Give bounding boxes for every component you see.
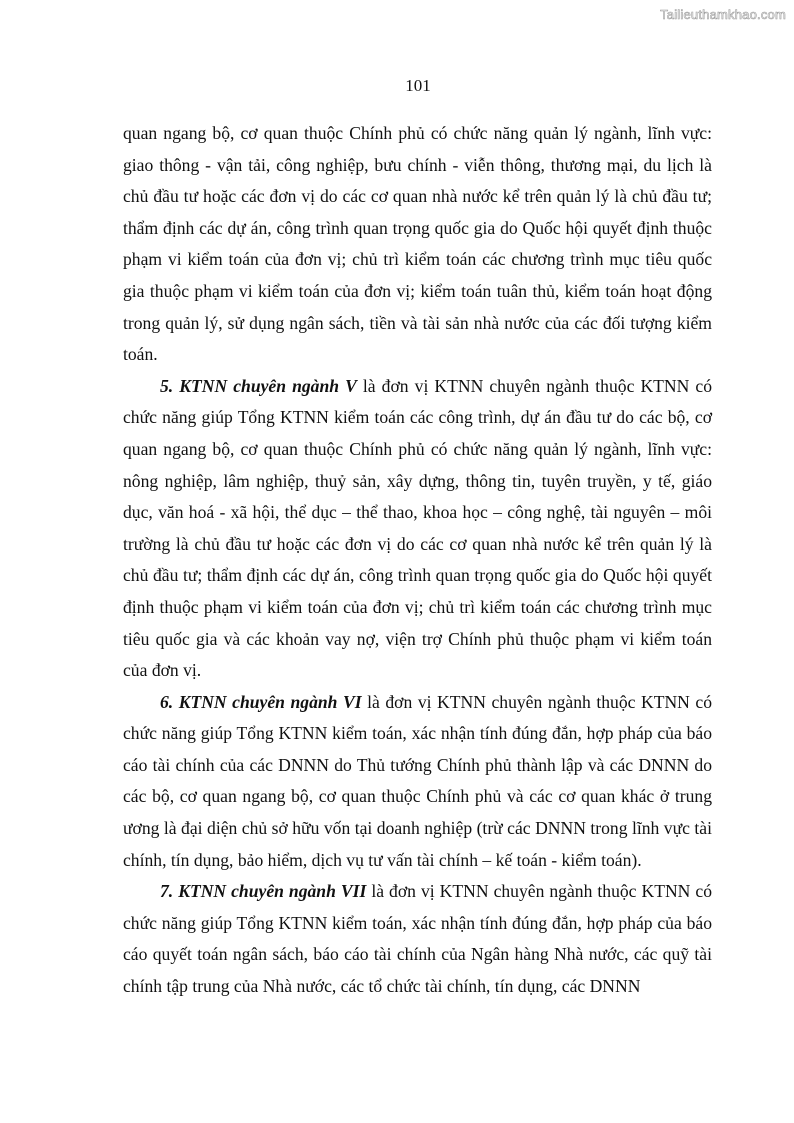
paragraph-text: quan ngang bộ, cơ quan thuộc Chính phủ có chức năng quản lý ngành, lĩnh vực: giao thông - vận tải, công nghiệp, bưu chính - viễn thông, thương mại, du lịch là chủ đầu tư hoặc các đơn vị do các cơ quan nhà nước kể trên quản lý là chủ đầu tư; thẩm định các dự án, công trình quan trọng quốc gia do Quốc hội quyết định thuộc phạm vi kiểm toán của đơn vị; chủ trì kiểm toán các chương trình mục tiêu quốc gia thuộc phạm vi kiểm toán của đơn vị; kiểm toán tuân thủ, kiểm toán hoạt động trong quản lý, sử dụng ngân sách, tiền và tài sản nhà nước của các đối tượng kiểm toán. <box>123 123 712 365</box>
paragraph-text: là đơn vị KTNN chuyên ngành thuộc KTNN có chức năng giúp Tổng KTNN kiểm toán các công trình, dự án đầu tư do các bộ, cơ quan ngang bộ, cơ quan thuộc Chính phủ có chức năng quản lý ngành, lĩnh vực: nông nghiệp, lâm nghiệp, thuỷ sản, xây dựng, thông tin, tuyên truyền, y tế, giáo dục, văn hoá - xã hội, thể dục – thể thao, khoa học – công nghệ, tài nguyên – môi trường là chủ đầu tư hoặc các đơn vị do các cơ quan nhà nước kể trên quản lý là chủ đầu tư; thẩm định các dự án, công trình quan trọng quốc gia do Quốc hội quyết định thuộc phạm vi kiểm toán của đơn vị; chủ trì kiểm toán các chương trình mục tiêu quốc gia và các khoản vay nợ, viện trợ Chính phủ thuộc phạm vi kiểm toán của đơn vị. <box>123 375 712 681</box>
paragraph-ktnn-vii <box>123 876 712 1002</box>
paragraph-heading: 6. KTNN chuyên ngành VI <box>160 691 362 712</box>
paragraph-ktnn-v <box>123 371 712 687</box>
paragraph-text: là đơn vị KTNN chuyên ngành thuộc KTNN có chức năng giúp Tổng KTNN kiểm toán, xác nhận tính đúng đắn, hợp pháp của báo cáo tài chính của các DNNN do Thủ tướng Chính phủ thành lập và các DNNN do các bộ, cơ quan ngang bộ, cơ quan thuộc Chính phủ và các cơ quan khác ở trung ương là đại diện chủ sở hữu vốn tại doanh nghiệp (trừ các DNNN trong lĩnh vực tài chính, tín dụng, bảo hiểm, dịch vụ tư vấn tài chính – kế toán - kiểm toán). <box>123 691 713 870</box>
paragraph-text: là đơn vị KTNN chuyên ngành thuộc KTNN có chức năng giúp Tổng KTNN kiểm toán, xác nhận tính đúng đắn, hợp pháp của báo cáo quyết toán ngân sách, báo cáo tài chính của Ngân hàng Nhà nước, các quỹ tài chính tập trung của Nhà nước, các tổ chức tài chính, tín dụng, các DNNN <box>123 881 712 997</box>
paragraph-heading: 5. KTNN chuyên ngành V <box>160 375 357 396</box>
page-number: 101 <box>405 76 431 95</box>
paragraph-continuation <box>123 118 712 371</box>
watermark-text: Tailieuthamkhao.com <box>660 7 786 22</box>
document-body <box>123 118 712 1003</box>
paragraph-ktnn-vi <box>123 687 712 877</box>
paragraph-heading: 7. KTNN chuyên ngành VII <box>160 881 367 902</box>
